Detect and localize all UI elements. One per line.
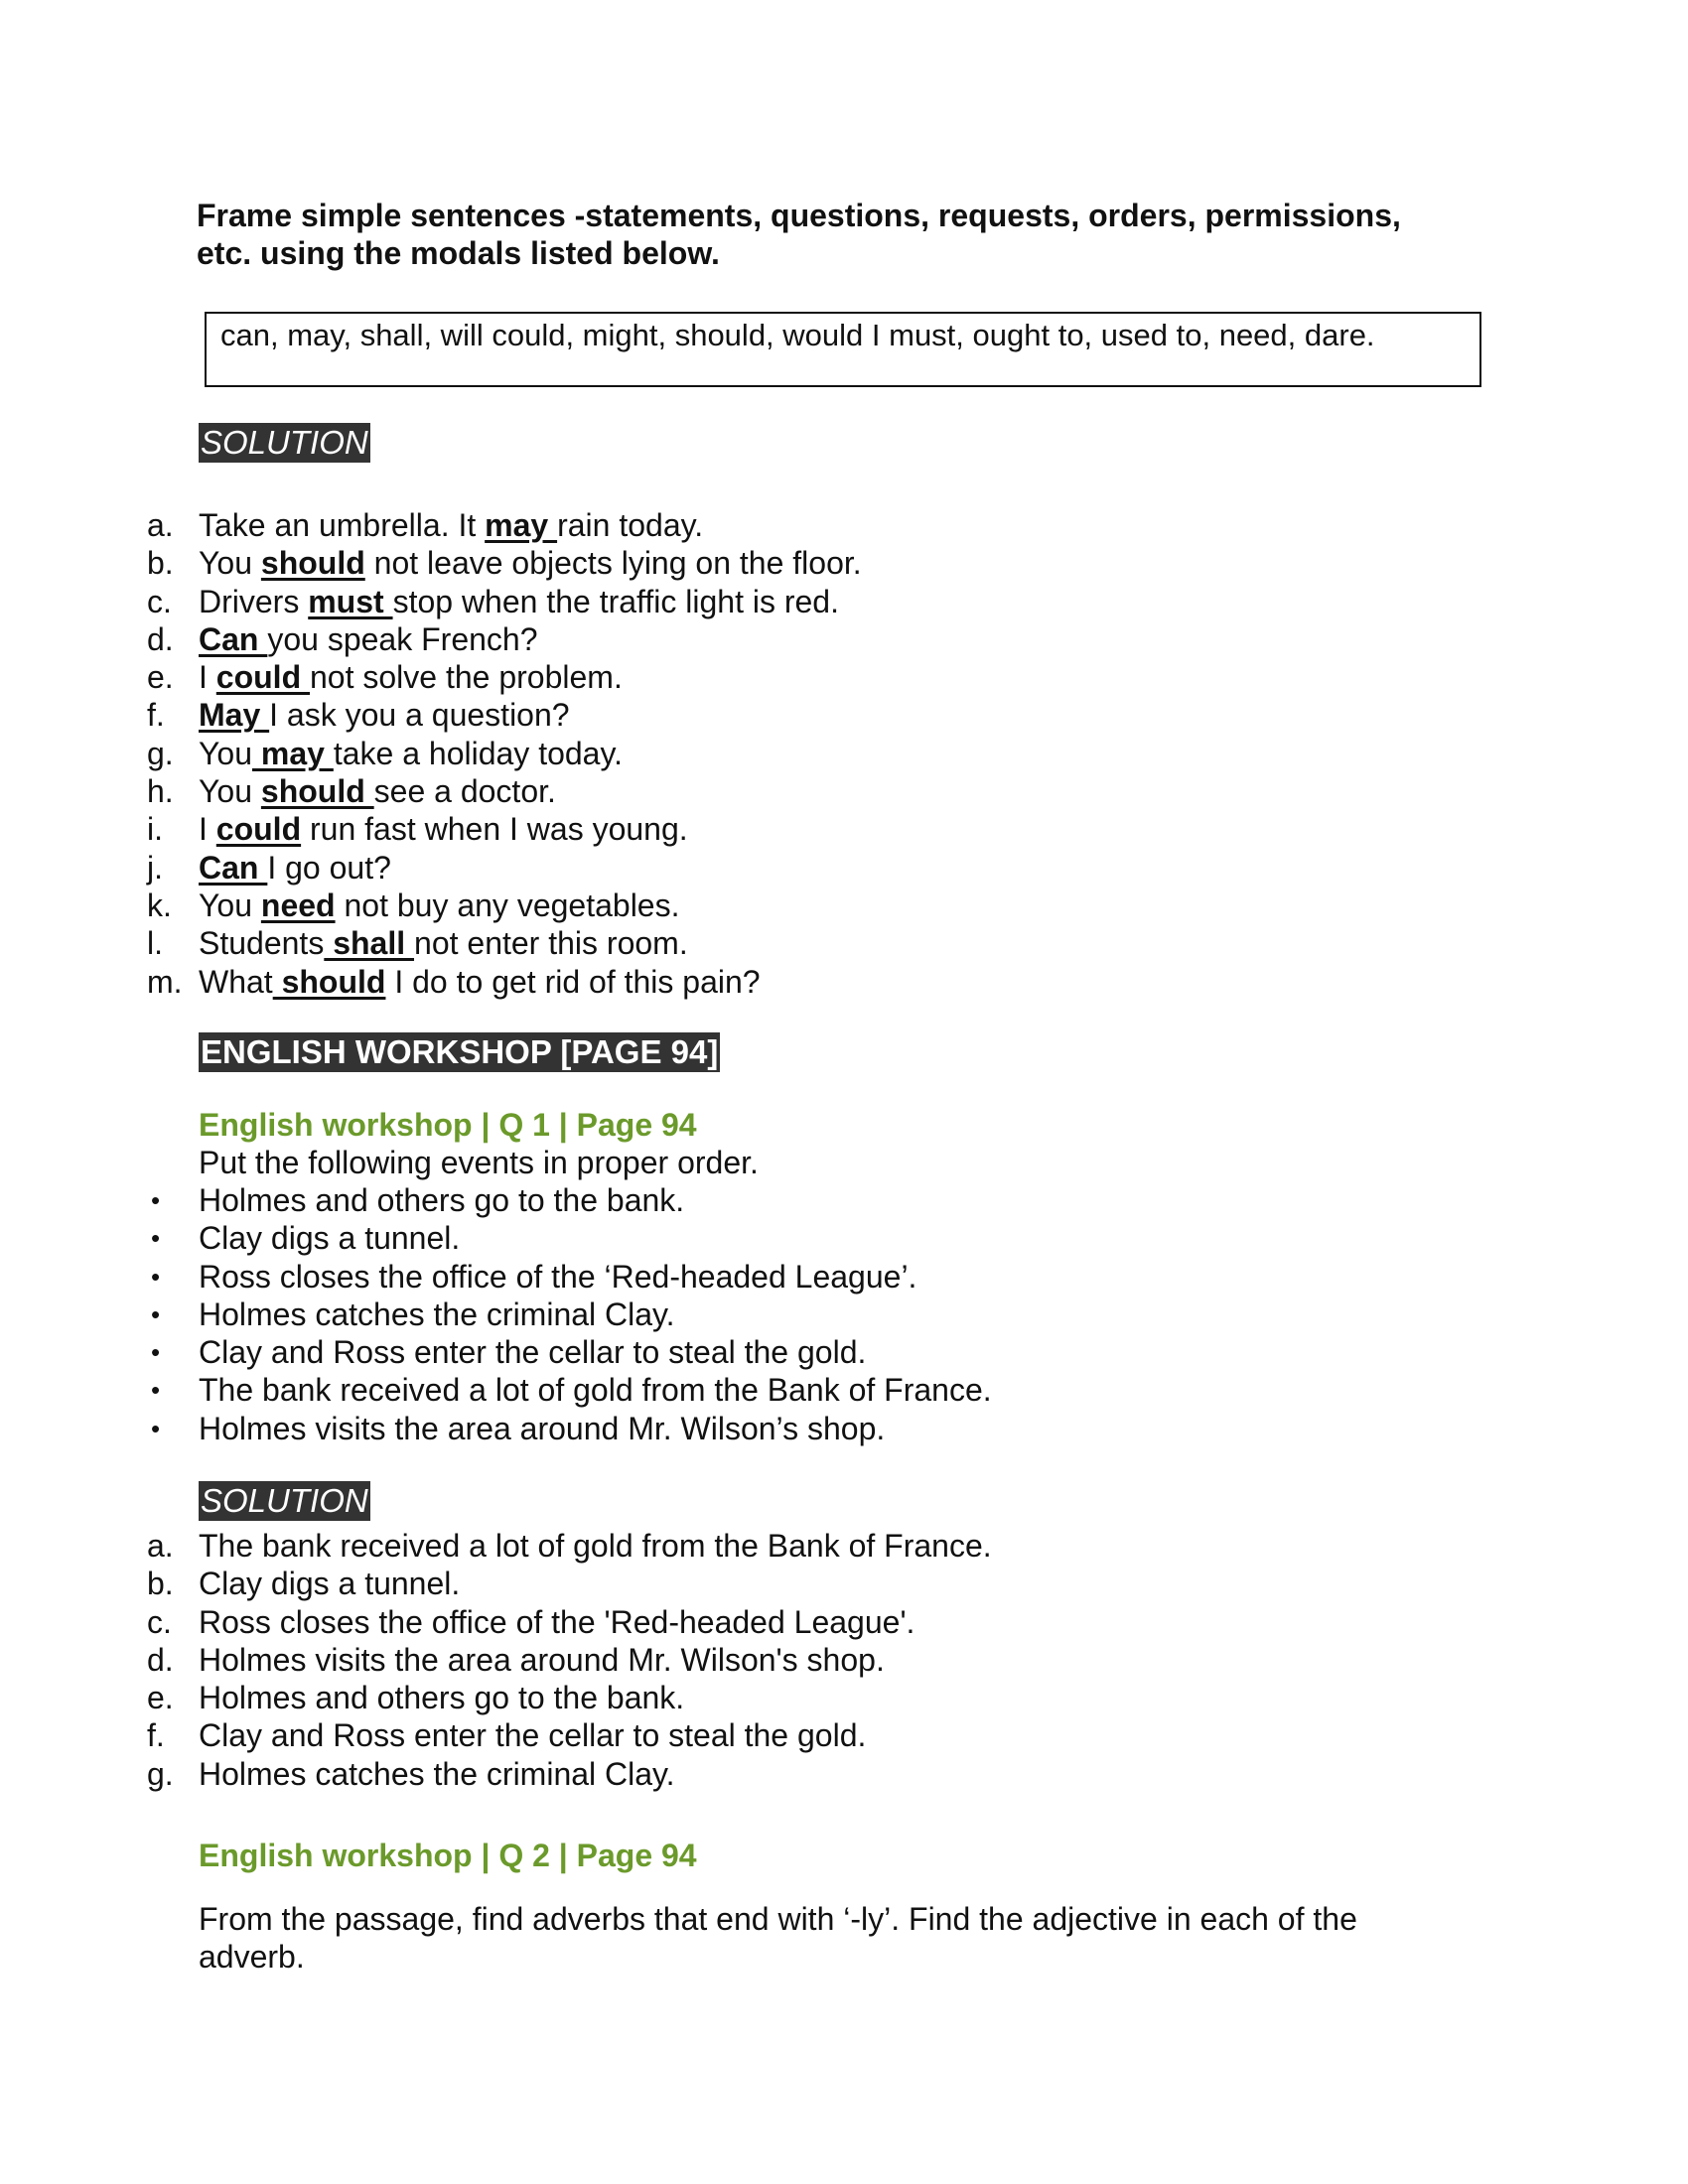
list-marker: b.: [147, 545, 174, 582]
sentence-text: I: [199, 659, 216, 696]
sentence-item: [147, 887, 862, 924]
solution-text: Clay digs a tunnel.: [199, 1566, 461, 1602]
event-item: [147, 1219, 992, 1257]
sentence-text: What: [199, 963, 273, 1000]
modal-word: should: [272, 963, 386, 1000]
solution-text: Holmes and others go to the bank.: [199, 1680, 685, 1716]
list-marker: f.: [147, 1717, 165, 1754]
event-item: [147, 1296, 992, 1333]
sentence-item: [147, 772, 862, 810]
list-marker: d.: [147, 620, 174, 657]
event-item: [147, 1258, 992, 1296]
event-item: [147, 1371, 992, 1409]
task-instruction-line: Frame simple sentences -statements, questions, requests, orders, permissions,: [197, 198, 1401, 233]
solution-text: The bank received a lot of gold from the Bank of France.: [199, 1528, 992, 1564]
sentence-item: [147, 810, 862, 848]
modal-word: need: [260, 887, 336, 923]
bullet-icon: •: [151, 1375, 161, 1406]
modal-word: should: [260, 773, 374, 810]
list-marker: a.: [147, 507, 174, 543]
task-instruction: [197, 197, 1487, 272]
list-marker: i.: [147, 811, 163, 848]
sentence-text: You: [199, 545, 261, 582]
event-text: Holmes visits the area around Mr. Wilson’s shop.: [199, 1410, 886, 1446]
solution-item: [147, 1565, 992, 1602]
list-marker: f.: [147, 697, 165, 734]
q1-solution-list: [147, 1527, 992, 1793]
bullet-icon: •: [151, 1413, 161, 1443]
list-marker: a.: [147, 1528, 174, 1564]
sentence-text: not buy any vegetables.: [335, 887, 680, 923]
sentence-text: You: [199, 773, 261, 810]
sentence-text: run fast when I was young.: [301, 811, 688, 848]
solution-item: [147, 1679, 992, 1716]
sentence-text: I: [199, 811, 216, 848]
sentence-text: not leave objects lying on the floor.: [364, 545, 862, 582]
bullet-icon: •: [151, 1185, 161, 1215]
list-marker: m.: [147, 963, 183, 1000]
solution-item: [147, 1641, 992, 1679]
modal-word: could: [215, 811, 302, 848]
list-marker: c.: [147, 583, 172, 619]
sentence-text: not solve the problem.: [310, 659, 623, 696]
events-list: [147, 1181, 992, 1447]
workshop-label: ENGLISH WORKSHOP [PAGE 94]: [201, 1033, 719, 1070]
solution-text: Holmes visits the area around Mr. Wilson's shop.: [199, 1641, 885, 1678]
sentence-item: [147, 544, 862, 582]
sentence-text: Take an umbrella. It: [199, 507, 486, 543]
modal-word: must: [308, 583, 393, 619]
sentence-text: not enter this room.: [414, 925, 688, 962]
list-marker: d.: [147, 1641, 174, 1678]
q1-solution-label: SOLUTION: [201, 1482, 368, 1519]
solution-text: Holmes catches the criminal Clay.: [199, 1755, 675, 1792]
list-marker: l.: [147, 925, 163, 962]
event-text: Clay digs a tunnel.: [199, 1220, 461, 1257]
event-text: Holmes catches the criminal Clay.: [199, 1296, 675, 1332]
sentence-text: I ask you a question?: [269, 697, 570, 734]
modal-word: May: [199, 697, 270, 734]
sentence-item: [147, 658, 862, 696]
sentence-item: [147, 620, 862, 658]
sentence-text: I go out?: [267, 849, 391, 886]
event-text: The bank received a lot of gold from the Bank of France.: [199, 1372, 992, 1409]
list-marker: b.: [147, 1566, 174, 1602]
sentence-item: [147, 963, 862, 1001]
q2-instruction-line: From the passage, find adverbs that end with ‘-ly’. Find the adjective in each of the: [199, 1901, 1357, 1937]
sentence-text: take a holiday today.: [333, 735, 623, 771]
bullet-icon: •: [151, 1337, 161, 1368]
modals-box: can, may, shall, will could, might, should, would I must, ought to, used to, need, dare.: [205, 312, 1481, 387]
q2-instruction-line: adverb.: [199, 1939, 305, 1976]
bullet-icon: •: [151, 1261, 161, 1292]
modal-word: may: [485, 507, 558, 543]
list-marker: k.: [147, 887, 172, 923]
q2-instruction: [199, 1900, 1450, 1977]
event-text: Clay and Ross enter the cellar to steal the gold.: [199, 1334, 867, 1371]
q1-heading: English workshop | Q 1 | Page 94: [199, 1107, 697, 1143]
sentence-item: [147, 924, 862, 962]
modal-word: Can: [199, 849, 268, 886]
q1-instruction: Put the following events in proper order.: [199, 1145, 759, 1180]
event-item: [147, 1333, 992, 1371]
event-item: [147, 1410, 992, 1447]
sentence-text: Students: [199, 925, 325, 962]
q2-heading: English workshop | Q 2 | Page 94: [199, 1838, 697, 1873]
sentence-text: You: [199, 735, 252, 771]
list-marker: h.: [147, 773, 174, 810]
sentence-text: see a doctor.: [373, 773, 556, 810]
list-marker: g.: [147, 1755, 174, 1792]
sentence-text: Drivers: [199, 583, 309, 619]
task-instruction-line: etc. using the modals listed below.: [197, 235, 720, 271]
event-text: Ross closes the office of the ‘Red-headed League’.: [199, 1258, 917, 1295]
solution-text: Ross closes the office of the 'Red-headed League'.: [199, 1603, 915, 1640]
sentence-item: [147, 583, 862, 620]
modal-word: shall: [324, 925, 415, 962]
sentence-text: I do to get rid of this pain?: [385, 963, 761, 1000]
sentence-item: [147, 696, 862, 734]
list-marker: e.: [147, 659, 174, 696]
list-marker: j.: [147, 849, 163, 886]
event-item: [147, 1181, 992, 1219]
sentence-item: [147, 735, 862, 772]
modal-sentences-list: [147, 506, 862, 1001]
modal-word: could: [215, 659, 310, 696]
solution-text: Clay and Ross enter the cellar to steal the gold.: [199, 1717, 867, 1754]
sentence-text: you speak French?: [267, 620, 538, 657]
sentence-item: [147, 506, 862, 544]
bullet-icon: •: [151, 1298, 161, 1329]
solution-item: [147, 1755, 992, 1793]
sentence-item: [147, 849, 862, 887]
solution-item: [147, 1603, 992, 1641]
solution-label: SOLUTION: [201, 424, 368, 461]
modal-word: Can: [199, 620, 268, 657]
event-text: Holmes and others go to the bank.: [199, 1182, 685, 1218]
sentence-text: stop when the traffic light is red.: [392, 583, 839, 619]
list-marker: g.: [147, 735, 174, 771]
bullet-icon: •: [151, 1223, 161, 1254]
list-marker: c.: [147, 1603, 172, 1640]
modal-word: should: [260, 545, 365, 582]
solution-item: [147, 1527, 992, 1565]
modal-word: may: [252, 735, 334, 771]
sentence-text: rain today.: [557, 507, 704, 543]
sentence-text: You: [199, 887, 261, 923]
solution-item: [147, 1716, 992, 1754]
list-marker: e.: [147, 1680, 174, 1716]
